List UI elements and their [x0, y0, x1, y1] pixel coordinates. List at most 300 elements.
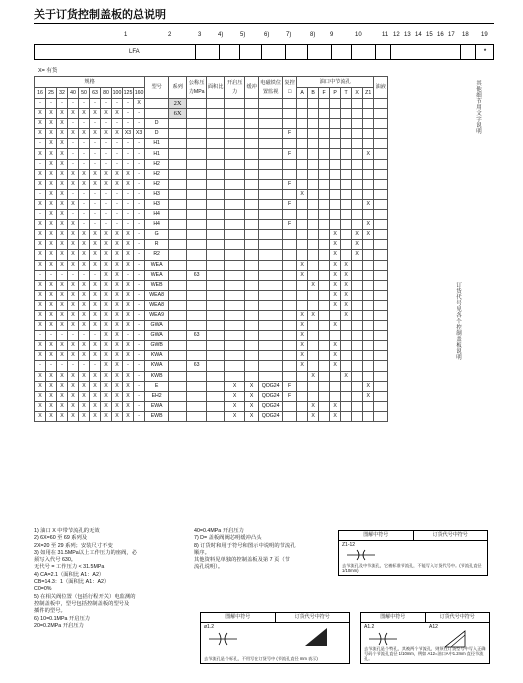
- series-cell: [169, 199, 187, 209]
- port-cell: [341, 149, 352, 159]
- port-cell: [297, 300, 308, 310]
- crack-pressure-cell: [225, 169, 245, 179]
- port-header: B: [308, 88, 319, 99]
- pressure-cell: 63: [187, 331, 207, 341]
- size-cell: X: [46, 300, 57, 310]
- footnotes-right: [194, 528, 342, 572]
- column-number: 7): [286, 32, 292, 38]
- type-cell: KWB: [145, 371, 169, 381]
- pressure-cell: [187, 280, 207, 290]
- solenoid-cell: [259, 159, 283, 169]
- oil-cell: [374, 240, 388, 250]
- crack-pressure-cell: [225, 99, 245, 109]
- port-cell: [330, 119, 341, 129]
- solenoid-cell: [259, 199, 283, 209]
- area-ratio-cell: [207, 270, 225, 280]
- size-header: 63: [90, 88, 101, 99]
- column-number: 3: [198, 32, 202, 38]
- port-cell: [352, 260, 363, 270]
- order-cell: [195, 45, 206, 59]
- port-cell: [341, 179, 352, 189]
- order-cell: [307, 45, 318, 59]
- pressure-cell: [187, 310, 207, 320]
- size-cell: X: [46, 210, 57, 220]
- spring-cell: [283, 300, 297, 310]
- footnote-line: 40=0.4MPa 开启压力: [194, 528, 244, 534]
- series-cell: [169, 250, 187, 260]
- size-cell: X: [46, 290, 57, 300]
- size-cell: X: [112, 401, 123, 411]
- solenoid-cell: QOG24: [259, 381, 283, 391]
- size-cell: X: [79, 411, 90, 421]
- table-row: [35, 169, 388, 179]
- port-cell: [319, 331, 330, 341]
- oil-cell: [374, 149, 388, 159]
- orifice-symbol-icon: [347, 549, 375, 561]
- size-cell: -: [112, 149, 123, 159]
- size-cell: X: [101, 321, 112, 331]
- size-cell: X: [123, 280, 134, 290]
- column-number: 13: [404, 32, 411, 38]
- size-cell: X: [35, 280, 46, 290]
- port-cell: [308, 189, 319, 199]
- port-cell: [363, 169, 374, 179]
- size-cell: X: [46, 240, 57, 250]
- port-cell: X: [308, 371, 319, 381]
- damper-cell: [245, 129, 259, 139]
- port-cell: [330, 310, 341, 320]
- port-cell: [341, 210, 352, 220]
- size-cell: -: [123, 331, 134, 341]
- area-ratio-cell: [207, 210, 225, 220]
- port-cell: [352, 139, 363, 149]
- box3-code-2: A12: [429, 624, 438, 630]
- series-cell: [169, 361, 187, 371]
- box2-header-1: 图解中符号: [201, 613, 276, 622]
- port-cell: X: [363, 149, 374, 159]
- port-cell: X: [330, 351, 341, 361]
- port-cell: X: [341, 290, 352, 300]
- port-cell: X: [341, 371, 352, 381]
- port-cell: [319, 401, 330, 411]
- size-cell: X: [101, 391, 112, 401]
- box1-header-2: 订货代号中符号: [432, 532, 468, 538]
- port-cell: [352, 280, 363, 290]
- footnote-line: 插件的型号。: [34, 608, 66, 615]
- spring-cell: [283, 290, 297, 300]
- crack-pressure-cell: [225, 240, 245, 250]
- port-cell: X: [330, 240, 341, 250]
- port-cell: [319, 290, 330, 300]
- size-cell: X: [123, 169, 134, 179]
- damper-cell: [245, 99, 259, 109]
- size-cell: -: [123, 99, 134, 109]
- port-cell: [341, 159, 352, 169]
- size-cell: -: [79, 119, 90, 129]
- port-cell: [308, 159, 319, 169]
- area-ratio-cell: [207, 260, 225, 270]
- area-ratio-cell: [207, 119, 225, 129]
- size-cell: X: [90, 169, 101, 179]
- port-cell: [352, 361, 363, 371]
- oil-cell: [374, 99, 388, 109]
- spring-cell: [283, 401, 297, 411]
- port-cell: [341, 220, 352, 230]
- crack-pressure-cell: [225, 280, 245, 290]
- port-cell: [308, 381, 319, 391]
- damper-cell: [245, 240, 259, 250]
- size-cell: -: [79, 139, 90, 149]
- solenoid-cell: [259, 139, 283, 149]
- port-cell: [352, 310, 363, 320]
- port-cell: [363, 411, 374, 421]
- port-cell: [330, 159, 341, 169]
- spring-cell: [283, 159, 297, 169]
- page-title: 关于订货控制盖板的总说明: [34, 8, 494, 24]
- port-cell: [352, 331, 363, 341]
- size-cell: X: [112, 300, 123, 310]
- port-cell: [319, 199, 330, 209]
- crack-pressure-cell: [225, 270, 245, 280]
- size-cell: X: [68, 109, 79, 119]
- crack-pressure-cell: [225, 361, 245, 371]
- size-cell: X: [57, 199, 68, 209]
- oil-cell: [374, 401, 388, 411]
- size-cell: -: [134, 270, 145, 280]
- size-cell: X: [35, 149, 46, 159]
- spring-cell: [283, 260, 297, 270]
- size-cell: X: [68, 351, 79, 361]
- size-cell: X: [123, 260, 134, 270]
- spring-cell: [283, 210, 297, 220]
- area-ratio-cell: [207, 240, 225, 250]
- port-cell: X: [352, 250, 363, 260]
- damper-cell: [245, 361, 259, 371]
- port-cell: [330, 210, 341, 220]
- size-cell: -: [123, 220, 134, 230]
- size-cell: X: [68, 371, 79, 381]
- size-cell: X: [46, 129, 57, 139]
- area-ratio-cell: [207, 159, 225, 169]
- pressure-cell: [187, 149, 207, 159]
- size-cell: -: [90, 210, 101, 220]
- port-cell: [308, 250, 319, 260]
- size-cell: -: [101, 159, 112, 169]
- port-cell: [341, 401, 352, 411]
- size-cell: X3: [134, 129, 145, 139]
- size-cell: -: [57, 331, 68, 341]
- footnote-line: 流孔说明）。: [194, 564, 224, 571]
- port-cell: [297, 199, 308, 209]
- port-cell: [363, 310, 374, 320]
- port-cell: [297, 169, 308, 179]
- type-cell: WEB: [145, 280, 169, 290]
- port-cell: [297, 371, 308, 381]
- size-cell: -: [57, 270, 68, 280]
- oil-cell: [374, 290, 388, 300]
- size-cell: -: [57, 361, 68, 371]
- filled-triangle-icon: [303, 626, 329, 648]
- port-cell: [297, 220, 308, 230]
- size-cell: -: [134, 321, 145, 331]
- column-number: 1: [124, 32, 128, 38]
- size-header: 125: [123, 88, 134, 99]
- area-ratio-cell: [207, 310, 225, 320]
- pressure-cell: [187, 371, 207, 381]
- port-cell: [341, 341, 352, 351]
- size-cell: -: [79, 220, 90, 230]
- oil-cell: [374, 119, 388, 129]
- size-cell: -: [90, 159, 101, 169]
- size-cell: -: [134, 109, 145, 119]
- table-row: [35, 199, 388, 209]
- pressure-cell: [187, 210, 207, 220]
- crack-pressure-cell: [225, 341, 245, 351]
- series-cell: [169, 260, 187, 270]
- size-cell: X: [101, 250, 112, 260]
- series-cell: [169, 290, 187, 300]
- size-header: 25: [46, 88, 57, 99]
- size-cell: X: [112, 341, 123, 351]
- size-cell: -: [68, 119, 79, 129]
- crack-pressure-cell: [225, 159, 245, 169]
- header-spring: 复控□: [283, 77, 297, 99]
- size-cell: -: [134, 310, 145, 320]
- port-cell: [352, 109, 363, 119]
- solenoid-cell: [259, 149, 283, 159]
- pressure-cell: [187, 220, 207, 230]
- pressure-cell: [187, 321, 207, 331]
- size-cell: -: [68, 210, 79, 220]
- size-cell: X: [79, 341, 90, 351]
- size-cell: -: [134, 220, 145, 230]
- table-row: [35, 189, 388, 199]
- size-cell: X: [46, 351, 57, 361]
- size-cell: X: [79, 310, 90, 320]
- order-cell: [219, 45, 230, 59]
- spring-cell: [283, 361, 297, 371]
- size-cell: X: [57, 210, 68, 220]
- damper-cell: [245, 260, 259, 270]
- area-ratio-cell: [207, 361, 225, 371]
- table-row: [35, 139, 388, 149]
- size-cell: -: [68, 189, 79, 199]
- size-cell: -: [90, 149, 101, 159]
- crack-pressure-cell: [225, 260, 245, 270]
- oil-cell: [374, 341, 388, 351]
- order-cell: [239, 45, 250, 59]
- size-cell: X: [79, 169, 90, 179]
- size-cell: -: [134, 411, 145, 421]
- port-cell: [308, 300, 319, 310]
- size-cell: X: [46, 371, 57, 381]
- oil-cell: [374, 220, 388, 230]
- damper-cell: [245, 300, 259, 310]
- size-cell: -: [35, 210, 46, 220]
- port-cell: [297, 210, 308, 220]
- size-cell: -: [134, 371, 145, 381]
- column-number: 12: [393, 32, 400, 38]
- series-cell: [169, 300, 187, 310]
- size-cell: -: [134, 119, 145, 129]
- table-row: [35, 300, 388, 310]
- port-cell: [330, 371, 341, 381]
- size-cell: X: [79, 280, 90, 290]
- port-cell: [363, 129, 374, 139]
- spring-cell: [283, 119, 297, 129]
- size-cell: -: [101, 210, 112, 220]
- port-cell: X: [341, 310, 352, 320]
- type-cell: H1: [145, 149, 169, 159]
- box1-header-1: 图解中符号: [339, 531, 414, 540]
- size-cell: X: [46, 199, 57, 209]
- footnote-line: 2X=20 至 29 系列；安装尺寸不变: [34, 542, 113, 549]
- port-cell: [308, 290, 319, 300]
- order-end-mark: *: [475, 45, 494, 59]
- damper-cell: [245, 199, 259, 209]
- series-cell: [169, 371, 187, 381]
- size-cell: X: [90, 401, 101, 411]
- footnote-line: 1) 油口 X 中带节流孔的无效: [34, 528, 100, 534]
- size-cell: -: [79, 149, 90, 159]
- series-cell: [169, 310, 187, 320]
- crack-pressure-cell: [225, 199, 245, 209]
- size-cell: X: [79, 321, 90, 331]
- area-ratio-cell: [207, 199, 225, 209]
- spring-cell: [283, 109, 297, 119]
- port-cell: [330, 129, 341, 139]
- solenoid-cell: [259, 230, 283, 240]
- size-cell: -: [35, 139, 46, 149]
- size-cell: X: [57, 381, 68, 391]
- box1-code: Z1-12: [342, 542, 356, 548]
- oil-cell: [374, 331, 388, 341]
- solenoid-cell: [259, 240, 283, 250]
- size-cell: X: [46, 139, 57, 149]
- symbol-box-3: [360, 612, 490, 664]
- type-cell: D: [145, 119, 169, 129]
- size-header: 160: [134, 88, 145, 99]
- column-numbers: [34, 32, 494, 42]
- size-cell: X: [57, 411, 68, 421]
- port-cell: [330, 199, 341, 209]
- ordering-table: [34, 76, 388, 422]
- pressure-cell: [187, 169, 207, 179]
- type-cell: EH2: [145, 391, 169, 401]
- size-cell: X: [57, 310, 68, 320]
- size-header: 40: [68, 88, 79, 99]
- crack-pressure-cell: [225, 250, 245, 260]
- oil-cell: [374, 189, 388, 199]
- port-cell: [330, 149, 341, 159]
- size-cell: -: [112, 199, 123, 209]
- port-cell: [308, 361, 319, 371]
- port-cell: [352, 149, 363, 159]
- size-cell: -: [123, 149, 134, 159]
- spring-cell: [283, 139, 297, 149]
- size-cell: -: [123, 119, 134, 129]
- size-cell: X: [79, 371, 90, 381]
- size-cell: -: [90, 331, 101, 341]
- spring-cell: F: [283, 199, 297, 209]
- size-cell: X: [57, 351, 68, 361]
- port-cell: [352, 351, 363, 361]
- size-cell: X: [101, 260, 112, 270]
- box3-header-1: 图解中符号: [361, 613, 426, 622]
- size-cell: X: [79, 179, 90, 189]
- pressure-cell: [187, 341, 207, 351]
- type-cell: GWA: [145, 331, 169, 341]
- size-cell: -: [68, 361, 79, 371]
- footnote-line: 其他资料见单独的控制盖板及第 7 页（节: [194, 557, 290, 564]
- size-cell: X: [101, 381, 112, 391]
- size-cell: -: [134, 250, 145, 260]
- size-cell: X: [101, 230, 112, 240]
- port-cell: [297, 179, 308, 189]
- port-cell: X: [308, 280, 319, 290]
- size-cell: -: [46, 361, 57, 371]
- size-cell: -: [101, 99, 112, 109]
- size-cell: X: [35, 310, 46, 320]
- port-cell: [352, 321, 363, 331]
- size-cell: X: [112, 321, 123, 331]
- damper-cell: [245, 341, 259, 351]
- size-cell: X: [101, 331, 112, 341]
- spring-cell: [283, 331, 297, 341]
- crack-pressure-cell: [225, 119, 245, 129]
- port-cell: [319, 260, 330, 270]
- solenoid-cell: [259, 129, 283, 139]
- size-cell: X: [90, 129, 101, 139]
- port-cell: X: [330, 260, 341, 270]
- size-cell: -: [68, 159, 79, 169]
- size-cell: -: [112, 189, 123, 199]
- oil-cell: [374, 361, 388, 371]
- port-cell: [363, 210, 374, 220]
- oil-cell: [374, 109, 388, 119]
- area-ratio-cell: [207, 300, 225, 310]
- port-cell: [308, 391, 319, 401]
- spring-cell: [283, 270, 297, 280]
- series-cell: [169, 169, 187, 179]
- size-cell: X: [101, 300, 112, 310]
- type-cell: WEA9: [145, 310, 169, 320]
- size-cell: -: [90, 361, 101, 371]
- size-cell: -: [35, 99, 46, 109]
- availability-note: X= 有货: [38, 68, 58, 74]
- crack-pressure-cell: X: [225, 411, 245, 421]
- size-cell: X: [90, 411, 101, 421]
- port-cell: [341, 169, 352, 179]
- size-cell: -: [68, 331, 79, 341]
- size-cell: -: [57, 99, 68, 109]
- header-type: 型号: [145, 77, 169, 99]
- crack-pressure-cell: X: [225, 401, 245, 411]
- port-cell: X: [297, 260, 308, 270]
- size-cell: X: [46, 220, 57, 230]
- size-cell: X: [46, 321, 57, 331]
- port-cell: [352, 411, 363, 421]
- size-cell: X: [123, 321, 134, 331]
- port-cell: [341, 361, 352, 371]
- solenoid-cell: [259, 260, 283, 270]
- port-cell: [308, 109, 319, 119]
- footnote-line: 顺序。: [194, 549, 210, 556]
- table-row: [35, 401, 388, 411]
- size-cell: -: [123, 139, 134, 149]
- size-cell: X: [90, 109, 101, 119]
- port-cell: [297, 139, 308, 149]
